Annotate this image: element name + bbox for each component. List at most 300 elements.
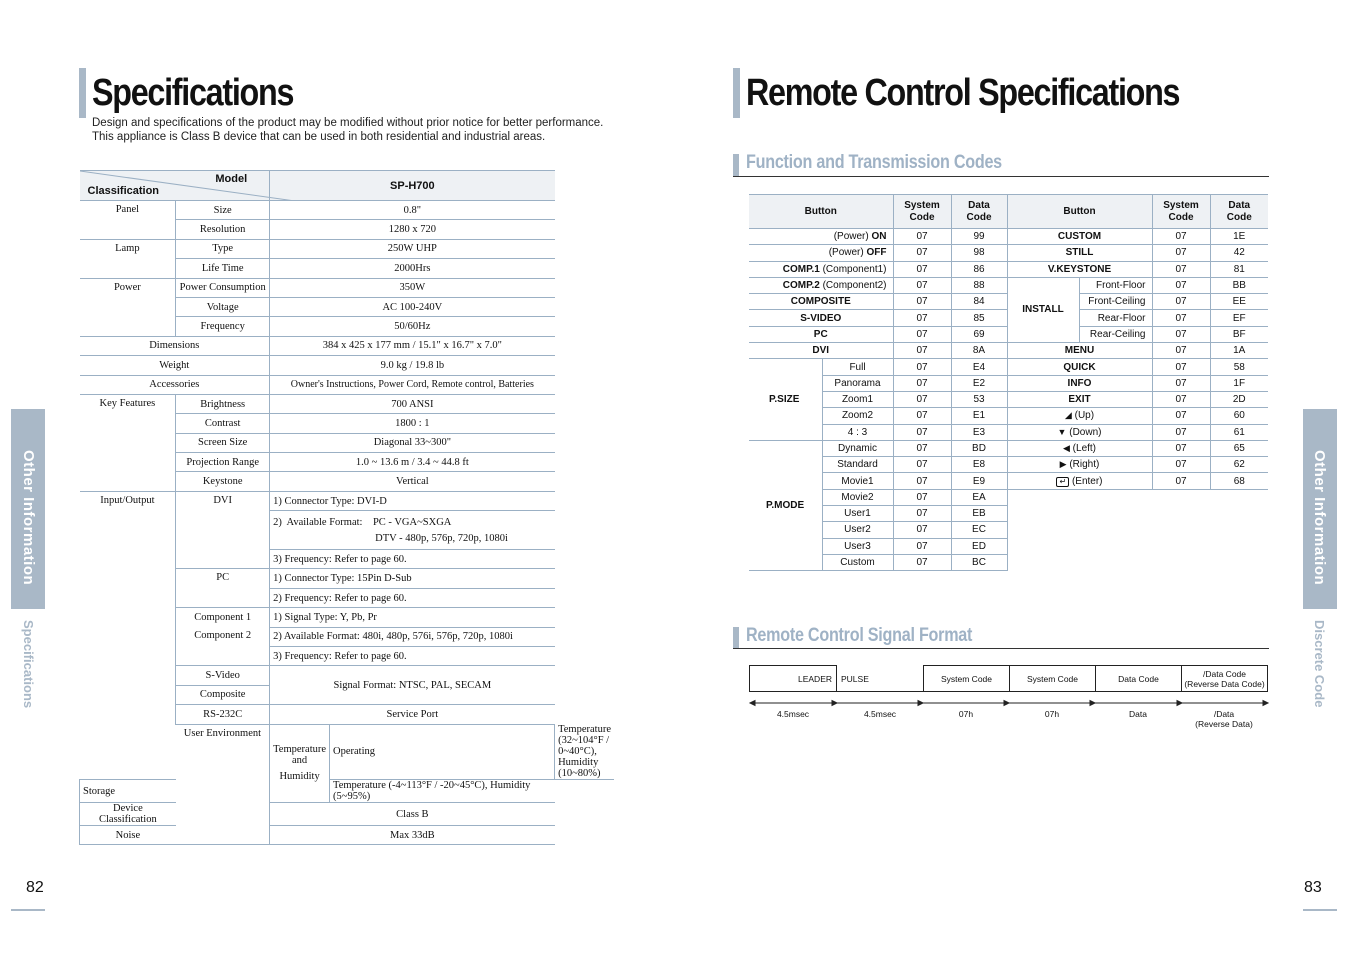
data-code-cell	[951, 245, 1007, 261]
system-code-cell	[893, 310, 951, 326]
row-value: AC 100-240V	[270, 297, 555, 316]
data-code-value: EA	[972, 491, 986, 503]
system-code-cell	[893, 359, 951, 375]
table-row	[749, 359, 1268, 375]
data-code-cell	[1210, 261, 1268, 277]
system-code-value: 07	[1175, 475, 1187, 487]
data-code-cell	[951, 522, 1007, 538]
section-title-codes: Function and Transmission Codes	[746, 152, 1002, 173]
system-code-cell	[1152, 473, 1210, 489]
row-sublabel: Projection Range	[176, 453, 270, 472]
data-code-cell	[951, 489, 1007, 505]
table-row	[80, 826, 615, 845]
table-row	[749, 375, 1268, 391]
data-code-cell	[951, 310, 1007, 326]
section-rule-1	[733, 176, 1269, 177]
data-code-cell	[951, 261, 1007, 277]
left-arrow-icon: ◀	[1062, 443, 1070, 453]
row-value: 3) Frequency: Refer to page 60.	[270, 647, 555, 666]
system-code-value: 07	[916, 508, 928, 520]
intro-line-2: This appliance is Class B device that can be used in both residential and industrial areas.	[92, 131, 546, 143]
system-code-value: 07	[916, 524, 928, 536]
data-code-value: E8	[972, 459, 986, 471]
header-data-code: Data Code	[951, 195, 1007, 229]
system-code-cell	[1152, 310, 1210, 326]
row-label: Power	[80, 278, 176, 336]
system-code-cell	[1152, 359, 1210, 375]
data-code-cell	[951, 440, 1007, 456]
signal-data-code-reverse	[1181, 665, 1268, 692]
system-code-cell	[893, 457, 951, 473]
code-user2-label: User2	[844, 524, 871, 536]
row-value: Class B	[270, 803, 555, 826]
data-code-cell	[1210, 245, 1268, 261]
code-exit-label: EXIT	[1068, 394, 1091, 406]
table-row	[749, 440, 1268, 456]
system-code-cell	[893, 424, 951, 440]
table-row	[80, 356, 615, 375]
system-code-cell	[893, 391, 951, 407]
system-code-value: 07	[916, 557, 928, 569]
row-sublabel: Screen Size	[176, 433, 270, 452]
button-cell	[1007, 473, 1152, 489]
code-still-label: STILL	[1065, 247, 1094, 259]
row-sublabel: Composite	[176, 685, 270, 704]
button-cell	[1007, 391, 1152, 407]
row-value-multiline	[270, 511, 555, 550]
timing-pulse: 4.5msec	[863, 709, 897, 719]
system-code-value: 07	[1175, 312, 1187, 324]
system-code-value: 07	[916, 491, 928, 503]
system-code-cell	[893, 473, 951, 489]
row-sublabel: Keystone	[176, 472, 270, 491]
table-row	[749, 489, 1268, 505]
data-code-cell	[1210, 277, 1268, 293]
header-button-2: Button	[1007, 195, 1152, 229]
button-cell	[749, 229, 893, 245]
data-code-value: 88	[973, 280, 985, 292]
system-code-value: 07	[916, 361, 928, 373]
header-product: SP-H700	[270, 171, 555, 201]
code-user1-label: User1	[844, 508, 871, 520]
code-down-label: (Down)	[1069, 426, 1102, 438]
button-cell	[1007, 424, 1152, 440]
data-code-cell	[951, 359, 1007, 375]
system-code-value: 07	[1175, 443, 1187, 454]
button-cell	[1007, 457, 1152, 473]
code-psize-label: P.SIZE	[769, 394, 800, 406]
system-code-value: 07	[916, 312, 928, 324]
data-code-value: 98	[973, 247, 985, 259]
data-code-cell	[951, 473, 1007, 489]
row-value: 384 x 425 x 177 mm / 15.1" x 16.7" x 7.0"	[270, 336, 555, 355]
button-cell	[749, 326, 893, 342]
system-code-value: 07	[1175, 361, 1187, 373]
row-value: 1280 x 720	[270, 220, 555, 239]
row-label: User Environment	[176, 724, 270, 845]
data-code-cell	[951, 229, 1007, 245]
code-comp1_t-label: (Component1)	[822, 263, 887, 275]
data-code-value: 1F	[1233, 377, 1246, 389]
row-value: 250W UHP	[270, 239, 555, 258]
data-code-value: E1	[972, 410, 986, 422]
data-code-value: 60	[1233, 410, 1245, 422]
row-value: 1800 : 1	[270, 414, 555, 433]
system-code-cell	[893, 245, 951, 261]
specifications-table	[79, 170, 614, 845]
row-sublabel: Voltage	[176, 297, 270, 316]
temp-hum-line-1: Temperature and	[273, 744, 327, 767]
data-code-cell	[951, 457, 1007, 473]
data-code-cell	[1210, 375, 1268, 391]
data-code-value: 86	[973, 263, 985, 275]
data-code-cell	[951, 343, 1007, 359]
data-code-value: E3	[972, 426, 986, 438]
system-code-value: 07	[1175, 231, 1187, 243]
system-code-value: 07	[1175, 377, 1187, 389]
button-cell	[1079, 277, 1152, 293]
row-value: 350W	[270, 278, 555, 297]
system-code-value: 07	[1175, 280, 1187, 292]
data-code-cell	[1210, 326, 1268, 342]
data-code-value: 2D	[1232, 394, 1246, 406]
code-custom_m-label: Custom	[840, 557, 875, 569]
header-classification: Classification	[87, 185, 160, 197]
row-condition: Storage	[80, 780, 176, 803]
code-custom-label: CUSTOM	[1057, 231, 1102, 243]
system-code-cell	[893, 229, 951, 245]
button-cell	[822, 440, 893, 456]
table-row	[749, 457, 1268, 473]
system-code-value: 07	[916, 377, 928, 389]
row-condition: Operating	[330, 724, 555, 780]
system-code-value: 07	[1175, 328, 1187, 340]
system-code-cell	[1152, 375, 1210, 391]
data-code-cell	[951, 424, 1007, 440]
data-code-value: 42	[1233, 247, 1245, 259]
signal-data-code: Data Code	[1095, 665, 1182, 692]
header-data-code-2: Data Code	[1210, 195, 1268, 229]
code-on-label: ON	[871, 231, 887, 243]
system-code-cell	[893, 261, 951, 277]
code-dvi-label: DVI	[812, 345, 830, 357]
system-code-value: 07	[916, 247, 928, 259]
data-code-value: 65	[1233, 443, 1245, 454]
code-pc-label: PC	[813, 328, 828, 340]
system-code-value: 07	[916, 475, 928, 487]
code-zoom1-label: Zoom1	[841, 394, 874, 406]
data-code-cell	[951, 538, 1007, 554]
code-front_floor-label: Front-Floor	[1096, 280, 1146, 292]
table-row	[749, 245, 1268, 261]
code-rear_floor-label: Rear-Floor	[1097, 312, 1146, 324]
system-code-cell	[1152, 424, 1210, 440]
data-code-cell	[1210, 343, 1268, 359]
row-sublabel: DVI	[176, 491, 270, 569]
data-code-cell	[1210, 229, 1268, 245]
header-system-code-2: System Code	[1152, 195, 1210, 229]
code-power-label: (Power)	[833, 231, 869, 243]
row-value: 1) Connector Type: DVI-D	[270, 491, 555, 510]
data-code-value: 81	[1233, 263, 1245, 275]
row-sublabel: S-Video	[176, 666, 270, 685]
section-bar-1	[733, 154, 739, 176]
timing-data-reverse: /Data (Reverse Data)	[1195, 709, 1253, 729]
signal-leader-label: LEADER	[797, 673, 832, 684]
data-code-value: 68	[1233, 475, 1245, 487]
temp-hum-line-2: Humidity	[279, 771, 320, 783]
data-code-value: BB	[1232, 280, 1246, 292]
side-tab-right-text: Other Information	[1311, 450, 1328, 586]
code-movie2-label: Movie2	[841, 491, 874, 503]
timing-system-2: 07h	[1044, 709, 1060, 719]
dvi-format-line-1: 2) Available Format: PC - VGA~SXGA	[273, 516, 452, 528]
button-cell	[749, 245, 893, 261]
row-value: 2000Hrs	[270, 259, 555, 278]
table-row	[749, 473, 1268, 489]
group-cell	[749, 359, 822, 440]
system-code-cell	[893, 408, 951, 424]
button-cell	[749, 343, 893, 359]
code-pmode-label: P.MODE	[766, 500, 805, 512]
button-cell	[749, 310, 893, 326]
system-code-value: 07	[916, 328, 928, 340]
row-value: 1.0 ~ 13.6 m / 3.4 ~ 44.8 ft	[270, 453, 555, 472]
signal-system-code-1: System Code	[923, 665, 1010, 692]
timing-data: Data	[1129, 709, 1147, 719]
button-cell	[822, 424, 893, 440]
header-diagonal-cell	[80, 171, 270, 201]
code-menu-label: MENU	[1064, 345, 1095, 357]
system-code-value: 07	[916, 280, 928, 292]
enter-icon: ↵	[1056, 477, 1069, 487]
title-accent-bar	[79, 68, 86, 118]
data-code-cell	[951, 277, 1007, 293]
data-code-cell	[951, 326, 1007, 342]
row-sublabel: Frequency	[176, 317, 270, 336]
system-code-value: 07	[1175, 426, 1187, 438]
code-quick-label: QUICK	[1063, 361, 1096, 373]
code-panorama-label: Panorama	[834, 377, 881, 389]
code-off-label: OFF	[866, 247, 887, 259]
row-value: 1) Connector Type: 15Pin D-Sub	[270, 569, 555, 588]
table-row	[749, 408, 1268, 424]
system-code-cell	[1152, 277, 1210, 293]
system-code-value: 07	[916, 345, 928, 357]
table-row	[80, 375, 615, 394]
up-arrow-icon: ◢	[1064, 410, 1072, 421]
table-row	[80, 278, 615, 297]
row-label: Input/Output	[80, 491, 176, 779]
intro-text	[92, 116, 603, 144]
down-arrow-icon: ▼	[1057, 426, 1067, 437]
group-cell	[1007, 277, 1079, 342]
row-label: Weight	[80, 356, 270, 375]
row-value: Signal Format: NTSC, PAL, SECAM	[270, 666, 555, 705]
button-cell	[1007, 229, 1152, 245]
system-code-cell	[893, 294, 951, 310]
row-sublabel: Contrast	[176, 414, 270, 433]
system-code-value: 07	[1175, 296, 1187, 308]
row-label: Dimensions	[80, 336, 270, 355]
dvi-format-line-2: DTV - 480p, 576p, 720p, 1080i	[375, 532, 508, 544]
row-value: Temperature (32~104°F / 0~40°C), Humidity (10~80%)	[555, 724, 614, 780]
data-code-value: BC	[972, 557, 986, 569]
system-code-cell	[1152, 261, 1210, 277]
system-code-value: 07	[916, 296, 928, 308]
row-sublabel: Size	[176, 201, 270, 220]
timing-system-1: 07h	[958, 709, 974, 719]
code-composite-label: COMPOSITE	[790, 296, 851, 308]
table-row	[80, 803, 615, 826]
button-cell	[1079, 326, 1152, 342]
button-cell	[1079, 310, 1152, 326]
system-code-cell	[893, 538, 951, 554]
code-rear_ceiling-label: Rear-Ceiling	[1089, 328, 1146, 340]
data-code-value: 1A	[1233, 345, 1246, 357]
page-title: Specifications	[92, 72, 294, 114]
row-sublabel: Device Classification	[80, 803, 176, 826]
row-sublabel: Power Consumption	[176, 278, 270, 297]
row-sublabel: Life Time	[176, 259, 270, 278]
system-code-cell	[1152, 245, 1210, 261]
data-code-value: 61	[1233, 426, 1245, 438]
right-arrow-icon: ▶	[1059, 459, 1067, 470]
data-code-value: E2	[972, 377, 986, 389]
row-sublabel: Brightness	[176, 394, 270, 413]
button-cell	[749, 277, 893, 293]
header-system-code: System Code	[893, 195, 951, 229]
code-comp1_b-label: COMP.1	[782, 263, 820, 275]
data-code-value: 58	[1233, 361, 1245, 373]
button-cell	[1007, 375, 1152, 391]
row-value: Max 33dB	[270, 826, 555, 845]
data-code-cell	[1210, 424, 1268, 440]
button-cell	[822, 391, 893, 407]
signal-system-code-2: System Code	[1009, 665, 1096, 692]
system-code-value: 07	[916, 426, 928, 438]
code-right-label: (Right)	[1069, 459, 1100, 471]
side-sub-right: Discrete Code	[1312, 620, 1327, 708]
data-code-cell	[951, 554, 1007, 570]
code-full-label: Full	[849, 361, 866, 373]
button-cell	[749, 294, 893, 310]
system-code-cell	[1152, 343, 1210, 359]
section-title-signal: Remote Control Signal Format	[746, 625, 973, 646]
data-code-value: 53	[973, 394, 985, 406]
system-code-cell	[893, 522, 951, 538]
code-enter-label: (Enter)	[1071, 475, 1103, 487]
button-cell	[1007, 359, 1152, 375]
system-code-cell	[893, 440, 951, 456]
intro-line-1: Design and specifications of the product may be modified without prior notice for better performance.	[92, 117, 604, 129]
table-row	[80, 491, 615, 510]
code-dynamic-label: Dynamic	[838, 443, 877, 454]
row-value: 700 ANSI	[270, 394, 555, 413]
row-sublabel: Noise	[80, 826, 176, 845]
data-code-value: EF	[1232, 312, 1246, 324]
button-cell	[822, 473, 893, 489]
row-sublabel	[176, 608, 270, 666]
system-code-cell	[1152, 294, 1210, 310]
code-standard-label: Standard	[837, 459, 878, 471]
section-bar-2	[733, 627, 739, 649]
code-user3-label: User3	[844, 540, 871, 552]
system-code-cell	[1152, 229, 1210, 245]
transmission-codes-table	[749, 194, 1268, 571]
table-row	[749, 261, 1268, 277]
system-code-value: 07	[1175, 410, 1187, 422]
data-code-value: ED	[972, 540, 986, 552]
data-code-cell	[951, 408, 1007, 424]
data-code-value: E9	[972, 475, 986, 487]
system-code-cell	[1152, 391, 1210, 407]
data-code-cell	[951, 375, 1007, 391]
system-code-value: 07	[916, 231, 928, 243]
system-code-value: 07	[1175, 345, 1187, 357]
system-code-value: 07	[1175, 394, 1187, 406]
code-movie1-label: Movie1	[841, 475, 874, 487]
code-front_ceiling-label: Front-Ceiling	[1088, 296, 1146, 308]
table-row	[80, 201, 615, 220]
data-code-value: 69	[973, 328, 985, 340]
code-vkeystone-label: V.KEYSTONE	[1047, 263, 1112, 275]
data-code-value: 1E	[1233, 231, 1246, 243]
row-value: Owner's Instructions, Power Cord, Remote control, Batteries	[270, 375, 555, 394]
system-code-value: 07	[916, 443, 928, 454]
data-code-cell	[1210, 457, 1268, 473]
system-code-cell	[1152, 440, 1210, 456]
row-value: 3) Frequency: Refer to page 60.	[270, 550, 555, 569]
system-code-value: 07	[916, 394, 928, 406]
row-sublabel: Resolution	[176, 220, 270, 239]
row-value: Diagonal 33~300"	[270, 433, 555, 452]
group-cell	[749, 440, 822, 570]
section-rule-2	[733, 648, 1269, 649]
component-1-label: Component 1	[194, 612, 252, 624]
row-value: 0.8"	[270, 201, 555, 220]
data-code-cell	[1210, 408, 1268, 424]
button-cell	[1007, 408, 1152, 424]
code-up-label: (Up)	[1074, 410, 1095, 422]
system-code-cell	[893, 277, 951, 293]
system-code-cell	[893, 343, 951, 359]
row-value: Vertical	[270, 472, 555, 491]
system-code-value: 07	[916, 459, 928, 471]
page-rule-left	[11, 909, 45, 911]
row-value: 2) Frequency: Refer to page 60.	[270, 588, 555, 607]
side-tab-left-text: Other Information	[20, 450, 37, 586]
row-label: Key Features	[80, 394, 176, 491]
system-code-value: 07	[916, 410, 928, 422]
header-model: Model	[215, 173, 248, 185]
table-row	[749, 424, 1268, 440]
system-code-cell	[893, 554, 951, 570]
data-code-value: 62	[1233, 459, 1245, 471]
page-title-right: Remote Control Specifications	[746, 72, 1180, 114]
code-power-label: (Power)	[828, 247, 864, 259]
button-cell	[1007, 245, 1152, 261]
row-label: Lamp	[80, 239, 176, 278]
button-cell	[822, 375, 893, 391]
code-r43-label: 4 : 3	[847, 426, 868, 438]
system-code-value: 07	[1175, 247, 1187, 259]
data-code-value: BD	[972, 443, 986, 454]
title-accent-bar-right	[733, 68, 740, 118]
system-code-cell	[1152, 457, 1210, 473]
table-row	[80, 780, 615, 803]
system-code-cell	[893, 326, 951, 342]
